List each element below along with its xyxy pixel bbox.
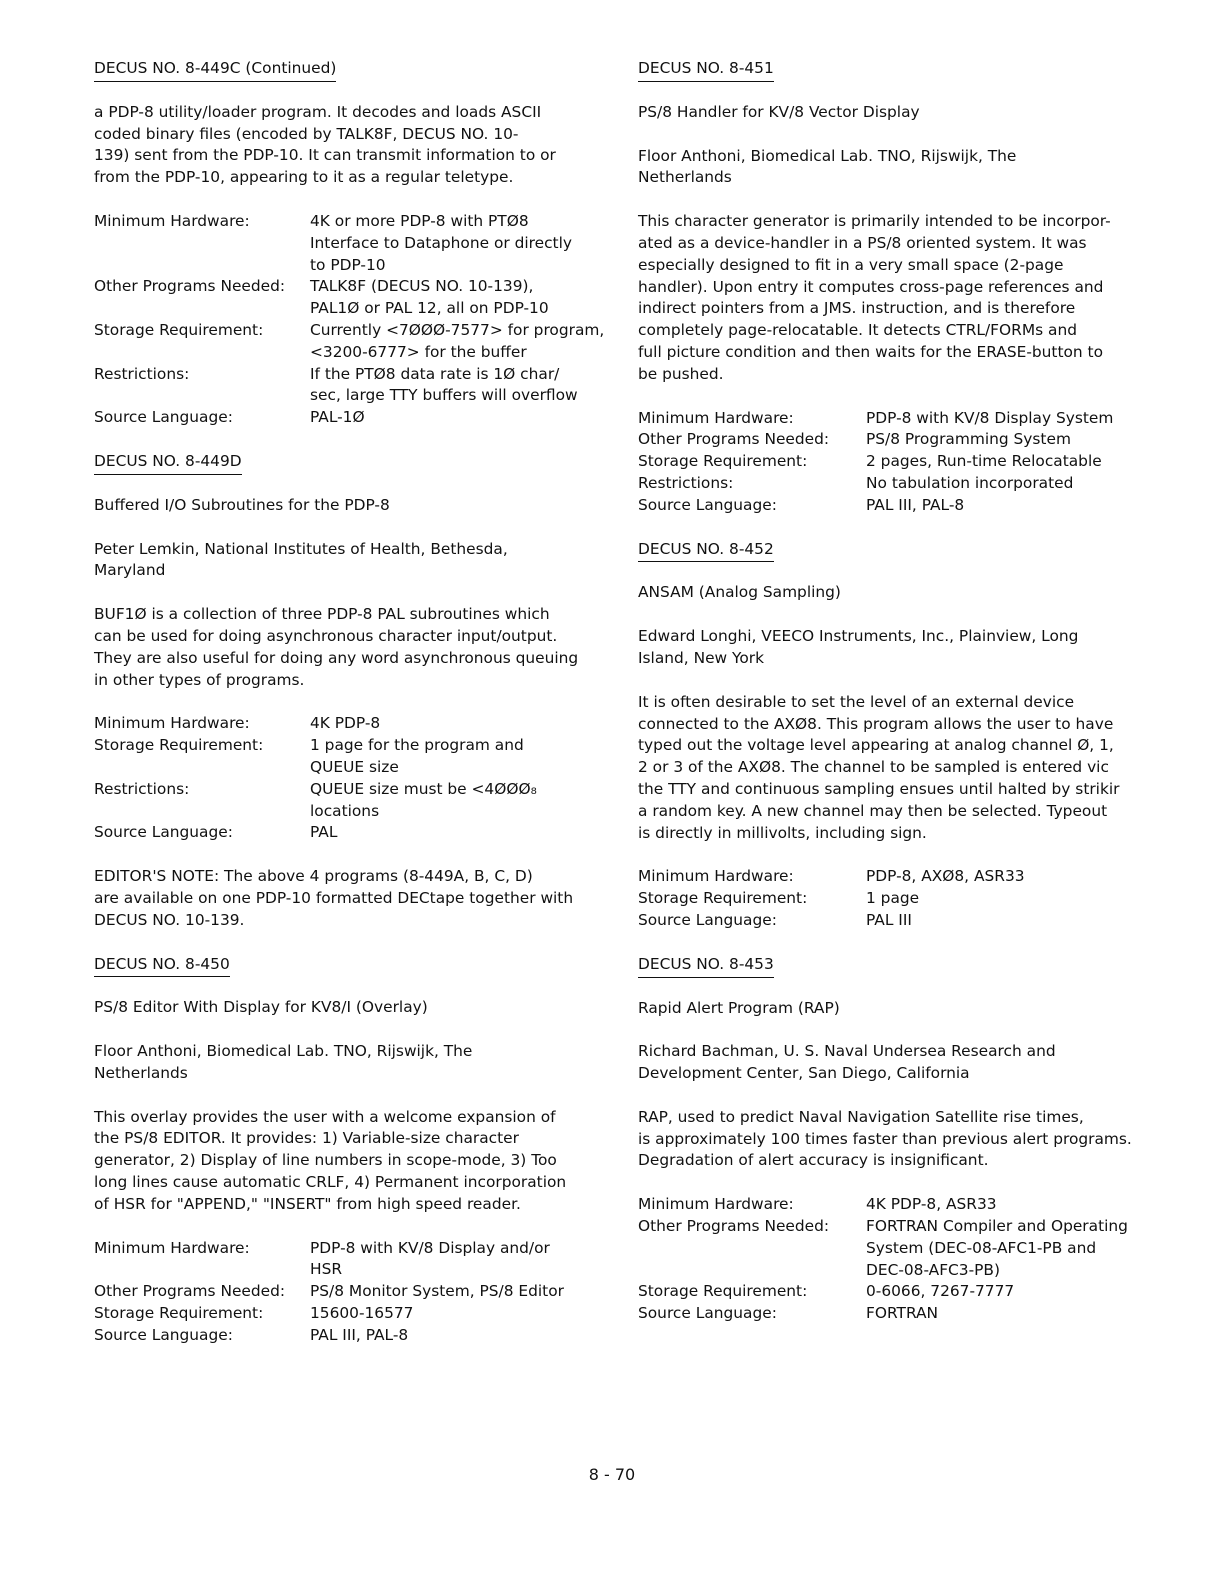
editors-note: EDITOR'S NOTE: The above 4 programs (8-449A, B, C, D) are available on one PDP-10 formatted DECtape together with DECUS NO. 10-139. [94, 867, 574, 929]
spec-value: QUEUE size must be <4ØØØ₈ locations [310, 779, 537, 820]
spec-value: Currently <7ØØØ-7577> for program, <3200-6777> for the buffer [310, 320, 605, 361]
spec-value: PS/8 Programming System [866, 430, 1071, 449]
spec-value: PDP-8 with KV/8 Display and/or HSR [310, 1238, 550, 1279]
spec-value: PAL-1Ø [310, 408, 365, 427]
spec-label: Restrictions: [94, 364, 190, 383]
section-8-451 [638, 58, 1160, 517]
spec-value: PDP-8, AXØ8, ASR33 [866, 867, 1025, 886]
spec-label: Minimum Hardware: [638, 408, 794, 427]
spec-value: PAL III, PAL-8 [310, 1325, 409, 1344]
spec-label: Minimum Hardware: [94, 1238, 250, 1257]
description: RAP, used to predict Naval Navigation Satellite rise times, is approximately 100 times faster than previous alert programs. Degradation of alert accuracy is insignificant. [638, 1107, 1132, 1170]
spec-table [638, 1194, 1160, 1325]
program-title: PS/8 Handler for KV/8 Vector Display [638, 102, 920, 121]
left-column [94, 58, 614, 1369]
spec-table [94, 1238, 614, 1347]
spec-label: Storage Requirement: [638, 452, 808, 471]
section-heading: DECUS NO. 8-450 [94, 954, 230, 978]
spec-label: Restrictions: [638, 473, 734, 492]
section-8-453 [638, 954, 1160, 1325]
section-heading: DECUS NO. 8-451 [638, 58, 774, 82]
spec-label: Other Programs Needed: [94, 277, 286, 296]
author: Peter Lemkin, National Institutes of Health, Bethesda, Maryland [94, 539, 508, 580]
spec-value: 1 page for the program and QUEUE size [310, 736, 524, 776]
spec-label: Storage Requirement: [638, 889, 808, 908]
author: Edward Longhi, VEECO Instruments, Inc., Plainview, Long Island, New York [638, 627, 1079, 667]
spec-value: 4K PDP-8 [310, 714, 381, 733]
section-8-452 [638, 539, 1160, 932]
spec-table [94, 211, 614, 429]
description: This character generator is primarily intended to be incorpor- ated as a device-handler in a PS/8 oriented system. It was especially designed to fit in a very small space (2-page handler). Upon entry it computes cross-page references and indirect pointers from a JMS. instruction, and is therefore completely page-relocatable. It detects CTRL/FORMs and full picture condition and then waits for the ERASE-button to be pushed. [638, 212, 1111, 383]
spec-label: Storage Requirement: [638, 1282, 808, 1301]
spec-value: 0-6066, 7267-7777 [866, 1282, 1015, 1301]
spec-label: Minimum Hardware: [638, 1195, 794, 1214]
page-number: 8 - 70 [588, 1465, 636, 1484]
section-8-449c [94, 58, 614, 429]
spec-label: Restrictions: [94, 779, 190, 798]
spec-label: Storage Requirement: [94, 736, 264, 755]
section-heading: DECUS NO. 8-453 [638, 954, 774, 978]
spec-label: Minimum Hardware: [94, 211, 250, 230]
spec-value: PAL [310, 823, 338, 842]
spec-label: Minimum Hardware: [638, 867, 794, 886]
section-heading: DECUS NO. 8-452 [638, 539, 774, 563]
section-heading: DECUS NO. 8-449C (Continued) [94, 58, 336, 82]
description: This overlay provides the user with a welcome expansion of the PS/8 EDITOR. It provides: 1) Variable-size character generator, 2) Display of line numbers in scope-mode, 3) Too long lines cause automatic CRLF, 4) Permanent incorporation of HSR for "APPEND," "INSERT" from high speed reader. [94, 1107, 567, 1213]
spec-label: Source Language: [638, 495, 777, 514]
spec-label: Other Programs Needed: [638, 430, 830, 449]
spec-value: PS/8 Monitor System, PS/8 Editor [310, 1282, 564, 1301]
spec-value: 4K or more PDP-8 with PTØ8 Interface to Dataphone or directly to PDP-10 [310, 211, 572, 274]
program-title: PS/8 Editor With Display for KV8/I (Overlay) [94, 998, 428, 1017]
spec-value: FORTRAN Compiler and Operating System (DEC-08-AFC1-PB and DEC-08-AFC3-PB) [866, 1217, 1128, 1279]
spec-value: TALK8F (DECUS NO. 10-139), PAL1Ø or PAL 12, all on PDP-10 [310, 277, 549, 318]
author: Floor Anthoni, Biomedical Lab. TNO, Rijswijk, The Netherlands [94, 1042, 473, 1082]
spec-value: 1 page [866, 889, 920, 908]
description: a PDP-8 utility/loader program. It decodes and loads ASCII coded binary files (encoded by TALK8F, DECUS NO. 10- 139) sent from the PDP-10. It can transmit information to or from the PDP-10, appearing to it as a regular teletype. [94, 102, 556, 187]
program-title: ANSAM (Analog Sampling) [638, 583, 841, 602]
spec-value: If the PTØ8 data rate is 1Ø char/ sec, large TTY buffers will overflow [310, 364, 578, 405]
spec-value: No tabulation incorporated [866, 473, 1074, 492]
description: It is often desirable to set the level of an external device connected to the AXØ8. This program allows the user to have typed out the voltage level appearing at analog channel Ø, 1, 2 or 3 of the AXØ8. The channel to be sampled is entered vic the TTY and continuous sampling ensues until halted by strikir a random key. A new channel may then be selected. Typeout is directly in millivolts, including sign. [638, 692, 1120, 842]
spec-table [638, 866, 1160, 931]
spec-label: Minimum Hardware: [94, 714, 250, 733]
section-8-450 [94, 954, 614, 1347]
author: Richard Bachman, U. S. Naval Undersea Research and Development Center, San Diego, California [638, 1042, 1056, 1083]
spec-label: Source Language: [638, 1304, 777, 1323]
spec-label: Storage Requirement: [94, 1304, 264, 1323]
spec-label: Source Language: [94, 1325, 233, 1344]
description: BUF1Ø is a collection of three PDP-8 PAL subroutines which can be used for doing asynchronous character input/output. They are also useful for doing any word asynchronous queuing in other types of programs. [94, 605, 579, 689]
spec-label: Other Programs Needed: [94, 1282, 286, 1301]
spec-value: PAL III, PAL-8 [866, 495, 965, 514]
spec-label: Source Language: [94, 408, 233, 427]
right-column [638, 58, 1160, 1347]
spec-table [638, 408, 1160, 517]
spec-label: Other Programs Needed: [638, 1217, 830, 1236]
spec-label: Source Language: [94, 823, 233, 842]
spec-label: Storage Requirement: [94, 320, 264, 339]
spec-value: 4K PDP-8, ASR33 [866, 1195, 997, 1214]
spec-label: Source Language: [638, 910, 777, 929]
spec-value: 2 pages, Run-time Relocatable [866, 452, 1102, 471]
section-heading: DECUS NO. 8-449D [94, 451, 242, 475]
program-title: Rapid Alert Program (RAP) [638, 998, 840, 1017]
spec-value: FORTRAN [866, 1304, 939, 1323]
section-8-449d [94, 451, 614, 932]
author: Floor Anthoni, Biomedical Lab. TNO, Rijswijk, The Netherlands [638, 146, 1017, 187]
program-title: Buffered I/O Subroutines for the PDP-8 [94, 495, 390, 514]
spec-value: 15600-16577 [310, 1304, 414, 1323]
spec-table [94, 713, 614, 844]
spec-value: PAL III [866, 910, 912, 929]
spec-value: PDP-8 with KV/8 Display System [866, 408, 1114, 427]
